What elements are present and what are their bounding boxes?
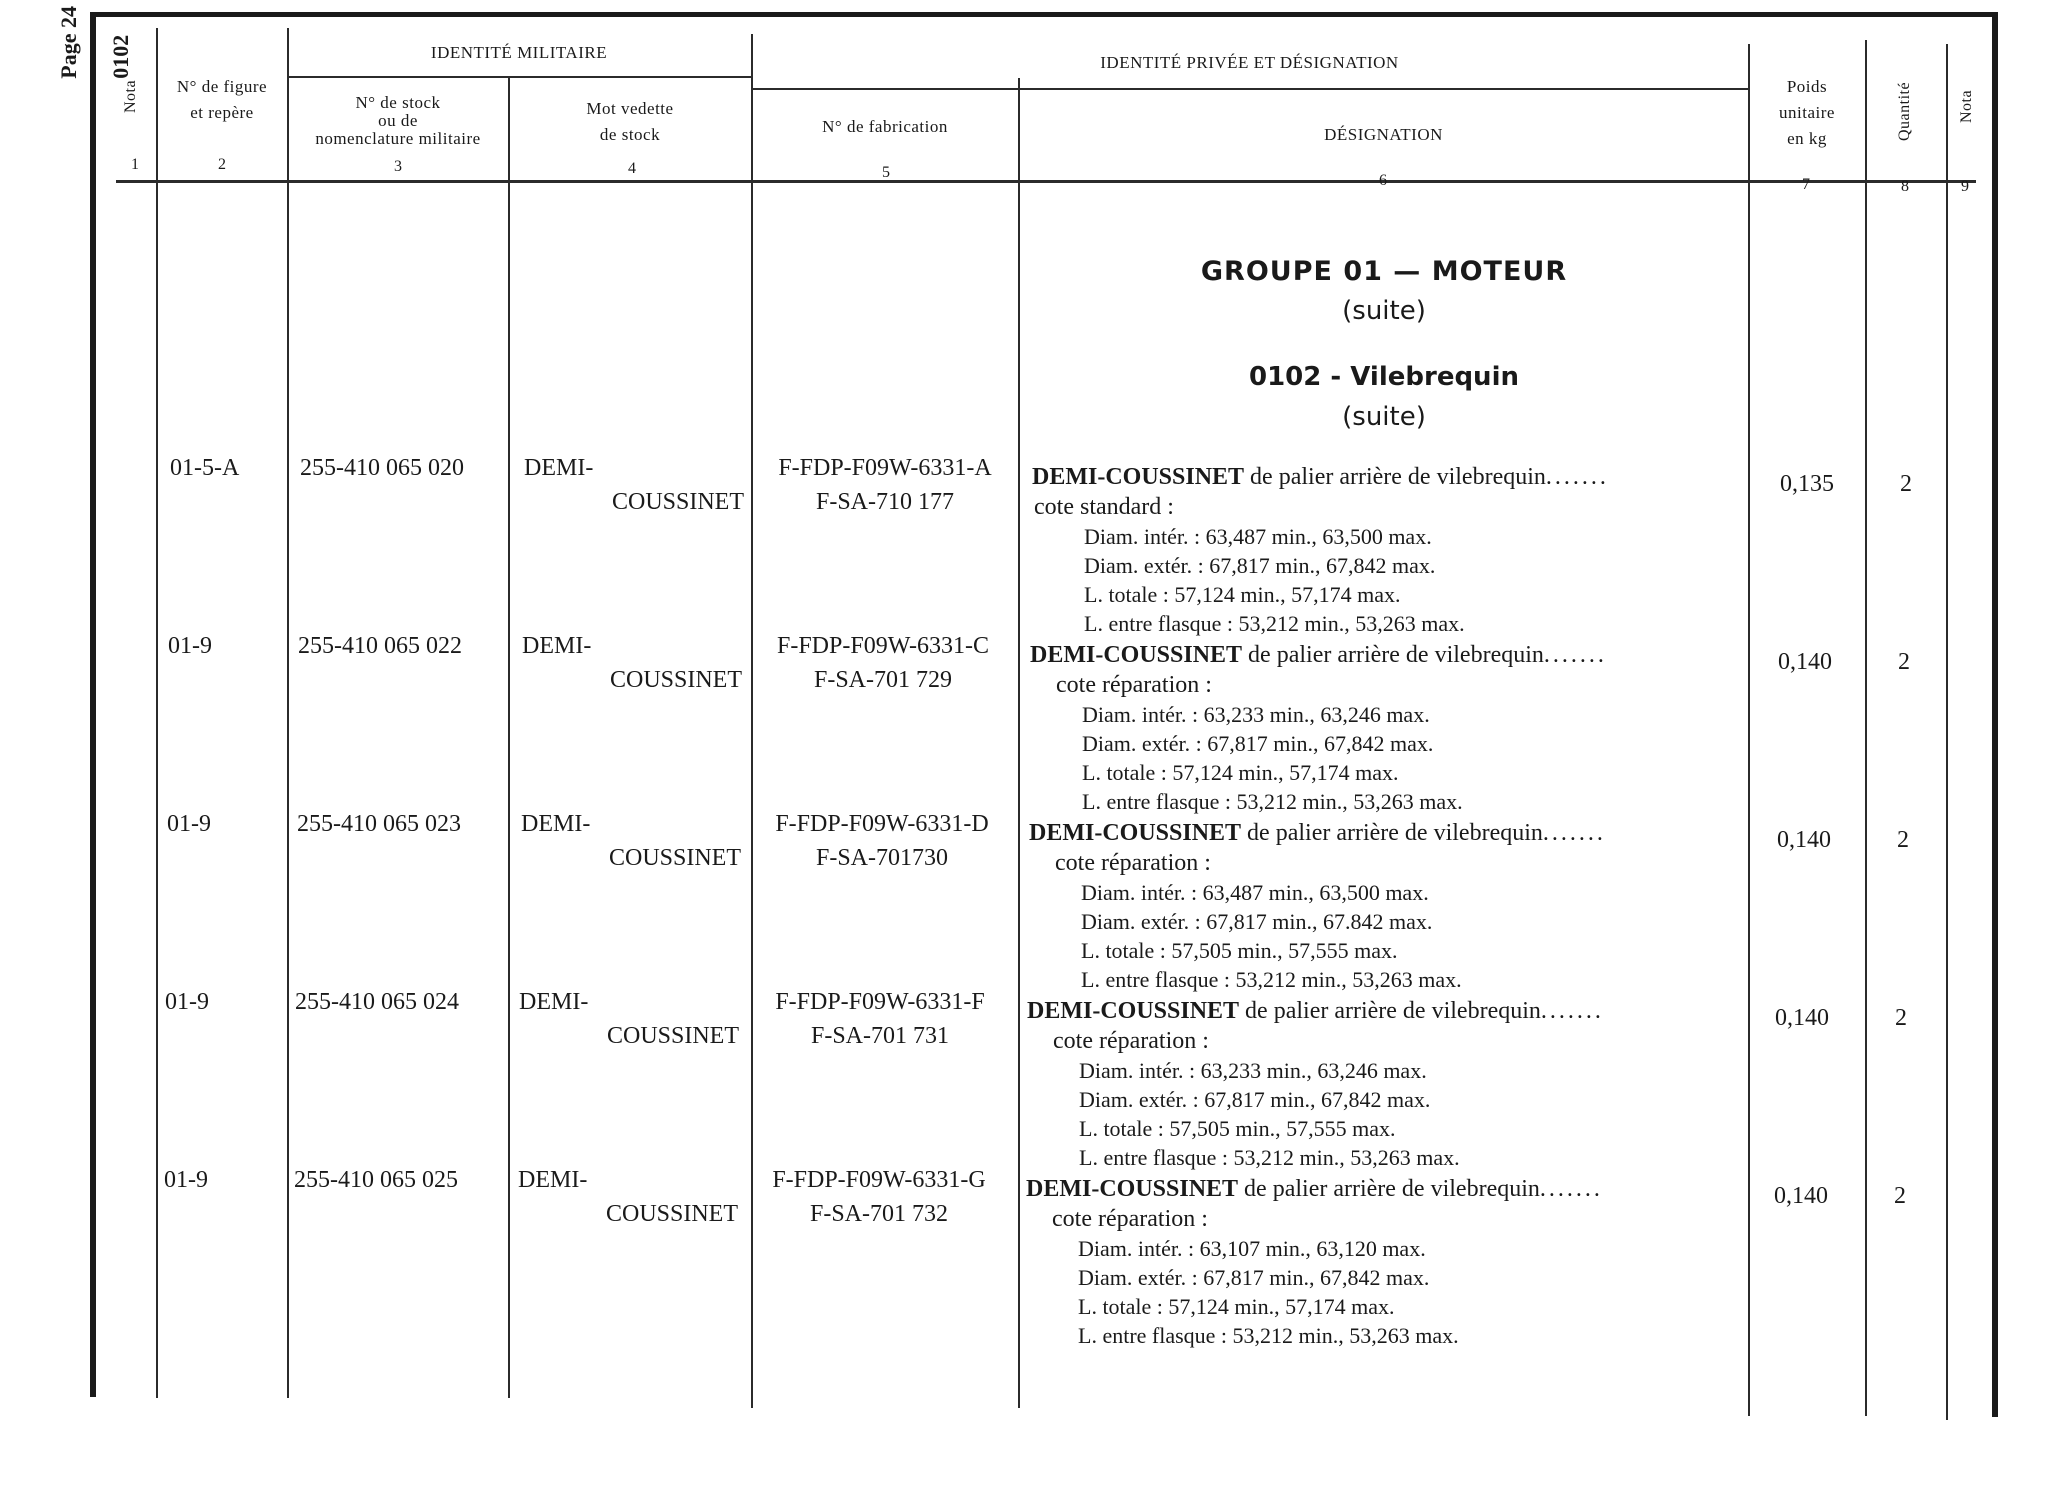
header-col-fabrication: N° de fabrication xyxy=(822,117,948,136)
section-title: 0102 - Vilebrequin xyxy=(1249,362,1519,392)
figure-ref: 01-9 xyxy=(165,989,209,1015)
mot-vedette-line1: DEMI- xyxy=(522,633,592,659)
designation-name: DEMI-COUSSINET xyxy=(1030,642,1243,668)
section-code: 0102 xyxy=(108,34,133,79)
designation-block xyxy=(1030,640,1607,816)
figure-ref: 01-9 xyxy=(164,1167,208,1193)
stock-number: 255-410 065 024 xyxy=(295,989,459,1015)
header-col-poids: Poids unitaire en kg xyxy=(1779,77,1835,148)
quantity: 2 xyxy=(1900,471,1912,497)
designation-spec: L. totale : 57,505 min., 57,555 max. xyxy=(1081,938,1398,963)
designation-spec: Diam. extér. : 67,817 min., 67.842 max. xyxy=(1081,909,1433,934)
designation-spec: Diam. extér. : 67,817 min., 67,842 max. xyxy=(1079,1087,1431,1112)
fabrication-number: F-FDP-F09W-6331-G xyxy=(772,1167,986,1193)
figure-ref: 01-9 xyxy=(168,633,212,659)
header-col-stock: N° de stock ou de nomenclature militaire xyxy=(315,93,481,148)
designation-spec: Diam. extér. : 67,817 min., 67,842 max. xyxy=(1078,1265,1430,1290)
header-col-mot-vedette: Mot vedette de stock xyxy=(586,99,674,144)
designation-spec: Diam. intér. : 63,487 min., 63,500 max. xyxy=(1081,880,1429,905)
fabrication-number: F-FDP-F09W-6331-D xyxy=(775,811,989,837)
designation-line xyxy=(1032,462,1609,492)
unit-weight: 0,135 xyxy=(1780,471,1834,497)
designation-name: DEMI-COUSSINET xyxy=(1026,1176,1239,1202)
col-sep-8 xyxy=(1946,44,1948,1420)
header-rule xyxy=(116,180,1976,183)
fabrication-number: F-FDP-F09W-6331-F xyxy=(775,989,985,1015)
fabrication-ref: F-SA-701730 xyxy=(815,845,948,871)
designation-spec: L. entre flasque : 53,212 min., 53,263 max. xyxy=(1081,967,1462,992)
designation-cote: cote standard : xyxy=(1034,494,1174,520)
fabrication-number: F-FDP-F09W-6331-C xyxy=(776,633,990,659)
fabrication-ref: F-SA-701 731 xyxy=(810,1023,949,1049)
quantity: 2 xyxy=(1898,649,1910,675)
designation-line xyxy=(1027,996,1604,1026)
col-sep-3 xyxy=(508,78,510,1398)
stock-number: 255-410 065 022 xyxy=(298,633,462,659)
quantity: 2 xyxy=(1897,827,1909,853)
designation-spec: L. entre flasque : 53,212 min., 53,263 max. xyxy=(1079,1145,1460,1170)
figure-ref: 01-9 xyxy=(167,811,211,837)
unit-weight: 0,140 xyxy=(1778,649,1832,675)
designation-line xyxy=(1029,818,1606,848)
designation-spec: Diam. intér. : 63,107 min., 63,120 max. xyxy=(1078,1236,1426,1261)
designation-spec: L. entre flasque : 53,212 min., 53,263 max. xyxy=(1084,611,1465,636)
mot-vedette-line2: COUSSINET xyxy=(608,845,741,871)
designation-spec: L. totale : 57,124 min., 57,174 max. xyxy=(1078,1294,1395,1319)
designation-block xyxy=(1026,1174,1603,1350)
header-col-nota-right: Nota xyxy=(1958,89,1975,123)
colnum-2: 2 xyxy=(218,156,226,173)
page-number: Page 24 xyxy=(56,6,81,79)
designation-desc: de palier arrière de vilebrequin xyxy=(1248,642,1544,668)
quantity: 2 xyxy=(1895,1005,1907,1031)
colnum-5: 5 xyxy=(882,164,890,181)
col-sep-1 xyxy=(156,28,158,1398)
fabrication-ref: F-SA-701 732 xyxy=(809,1201,948,1227)
header-col-figure: N° de figure et repère xyxy=(176,77,268,122)
group-rule-militaire xyxy=(287,76,751,78)
colnum-7: 7 xyxy=(1802,176,1810,193)
group-title: GROUPE 01 — MOTEUR xyxy=(1200,256,1568,287)
frame-top-border xyxy=(90,12,1998,17)
header-identite-privee: IDENTITÉ PRIVÉE ET DÉSIGNATION xyxy=(1100,53,1399,72)
designation-cote: cote réparation : xyxy=(1052,1206,1208,1232)
stock-number: 255-410 065 020 xyxy=(300,455,464,481)
designation-block xyxy=(1029,818,1606,994)
mot-vedette-line2: COUSSINET xyxy=(605,1201,738,1227)
designation-spec: Diam. extér. : 67,817 min., 67,842 max. xyxy=(1084,553,1436,578)
designation-dots: ....... xyxy=(1543,642,1607,668)
section-suite: (suite) xyxy=(1342,402,1426,432)
designation-cote: cote réparation : xyxy=(1056,672,1212,698)
mot-vedette-line2: COUSSINET xyxy=(611,489,744,515)
mot-vedette-line1: DEMI- xyxy=(524,455,594,481)
designation-desc: de palier arrière de vilebrequin xyxy=(1244,1176,1540,1202)
fabrication-ref: F-SA-701 729 xyxy=(813,667,952,693)
frame-left-border xyxy=(90,12,96,1397)
designation-spec: L. totale : 57,505 min., 57,555 max. xyxy=(1079,1116,1396,1141)
quantity: 2 xyxy=(1894,1183,1906,1209)
header-identite-militaire: IDENTITÉ MILITAIRE xyxy=(430,43,608,62)
figure-ref: 01-5-A xyxy=(170,455,240,481)
stock-number: 255-410 065 023 xyxy=(297,811,461,837)
designation-spec: Diam. intér. : 63,233 min., 63,246 max. xyxy=(1082,702,1430,727)
mot-vedette-line1: DEMI- xyxy=(519,989,589,1015)
mot-vedette-line1: DEMI- xyxy=(521,811,591,837)
fabrication-ref: F-SA-710 177 xyxy=(815,489,954,515)
header-col-designation: DÉSIGNATION xyxy=(1324,125,1443,144)
colnum-8: 8 xyxy=(1901,178,1909,195)
colnum-4: 4 xyxy=(628,160,636,177)
fabrication-number: F-FDP-F09W-6331-A xyxy=(778,455,992,481)
group-suite: (suite) xyxy=(1342,296,1426,326)
designation-dots: ....... xyxy=(1540,998,1604,1024)
designation-dots: ....... xyxy=(1545,464,1609,490)
header-col-quantite: Quantité xyxy=(1896,81,1913,141)
frame-right-border xyxy=(1992,12,1998,1417)
mot-vedette-line2: COUSSINET xyxy=(606,1023,739,1049)
designation-name: DEMI-COUSSINET xyxy=(1027,998,1240,1024)
mot-vedette-line1: DEMI- xyxy=(518,1167,588,1193)
colnum-1: 1 xyxy=(131,156,139,173)
designation-spec: Diam. intér. : 63,487 min., 63,500 max. xyxy=(1084,524,1432,549)
designation-block xyxy=(1032,462,1609,638)
stock-number: 255-410 065 025 xyxy=(294,1167,458,1193)
designation-desc: de palier arrière de vilebrequin xyxy=(1250,464,1546,490)
colnum-6: 6 xyxy=(1379,172,1387,189)
designation-name: DEMI-COUSSINET xyxy=(1032,464,1245,490)
unit-weight: 0,140 xyxy=(1775,1005,1829,1031)
designation-cote: cote réparation : xyxy=(1053,1028,1209,1054)
designation-name: DEMI-COUSSINET xyxy=(1029,820,1242,846)
unit-weight: 0,140 xyxy=(1774,1183,1828,1209)
designation-line xyxy=(1026,1174,1603,1204)
designation-cote: cote réparation : xyxy=(1055,850,1211,876)
designation-spec: L. entre flasque : 53,212 min., 53,263 max. xyxy=(1078,1323,1459,1348)
designation-spec: L. totale : 57,124 min., 57,174 max. xyxy=(1082,760,1399,785)
mot-vedette-line2: COUSSINET xyxy=(609,667,742,693)
colnum-3: 3 xyxy=(394,158,402,175)
colnum-9: 9 xyxy=(1961,178,1969,195)
designation-block xyxy=(1027,996,1604,1172)
col-sep-2 xyxy=(287,28,289,1398)
designation-spec: Diam. extér. : 67,817 min., 67,842 max. xyxy=(1082,731,1434,756)
designation-desc: de palier arrière de vilebrequin xyxy=(1245,998,1541,1024)
designation-line xyxy=(1030,640,1607,670)
designation-desc: de palier arrière de vilebrequin xyxy=(1247,820,1543,846)
designation-spec: Diam. intér. : 63,233 min., 63,246 max. xyxy=(1079,1058,1427,1083)
designation-dots: ....... xyxy=(1539,1176,1603,1202)
designation-spec: L. totale : 57,124 min., 57,174 max. xyxy=(1084,582,1401,607)
header-col-nota-left: Nota xyxy=(122,79,139,113)
designation-spec: L. entre flasque : 53,212 min., 53,263 max. xyxy=(1082,789,1463,814)
unit-weight: 0,140 xyxy=(1777,827,1831,853)
designation-dots: ....... xyxy=(1542,820,1606,846)
group-rule-privee xyxy=(751,88,1748,90)
